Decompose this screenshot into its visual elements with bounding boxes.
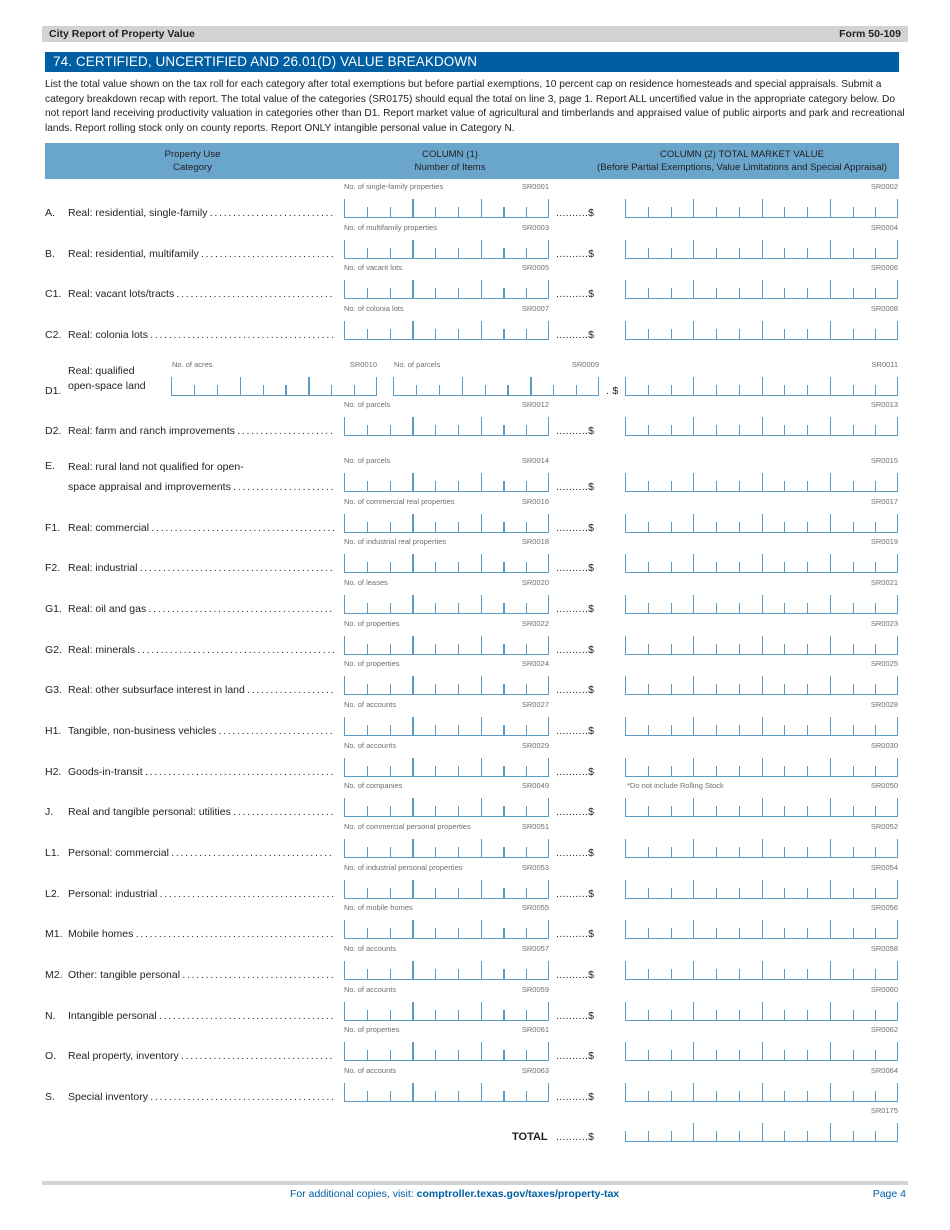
- count-label: No. of properties: [344, 659, 400, 668]
- column1-header-line2: Number of Items: [414, 162, 486, 173]
- category-row: [45, 658, 905, 699]
- category-label-text: Real property, inventory: [68, 1050, 179, 1062]
- dollar-leader: ..........$: [556, 481, 595, 493]
- dollar-leader: ..........$: [556, 888, 595, 900]
- count-input[interactable]: [344, 418, 549, 436]
- category-code: B.: [45, 248, 55, 260]
- category-code: H1.: [45, 725, 62, 737]
- category-header-line1: Property Use: [164, 149, 221, 160]
- value-code: SR0006: [870, 263, 898, 272]
- count-code: SR0049: [521, 781, 549, 790]
- footer-link[interactable]: comptroller.texas.gov/taxes/property-tax: [416, 1188, 620, 1200]
- count-code: SR0001: [521, 182, 549, 191]
- market-value-input[interactable]: [625, 759, 898, 777]
- category-label: [68, 562, 334, 574]
- category-code: S.: [45, 1091, 55, 1103]
- count-code: SR0055: [521, 903, 549, 912]
- value-code: SR0025: [870, 659, 898, 668]
- category-code: D2.: [45, 425, 62, 437]
- category-label-text: Personal: industrial: [68, 888, 158, 900]
- column-header-band: [45, 143, 899, 179]
- leader-dots: [231, 481, 334, 493]
- leader-dots: [207, 207, 334, 219]
- value-note: *Do not include Rolling Stock: [627, 781, 724, 790]
- category-code: G2.: [45, 644, 62, 656]
- dollar-leader: ..........$: [556, 329, 595, 341]
- count-label: No. of parcels: [394, 360, 441, 369]
- category-label-line2: space appraisal and improvements: [68, 481, 231, 493]
- page-number: Page 4: [872, 1188, 906, 1200]
- value-code: SR0015: [870, 456, 898, 465]
- market-value-input[interactable]: [625, 200, 898, 218]
- count-input[interactable]: [344, 881, 549, 899]
- category-row: [45, 1024, 905, 1065]
- market-value-input[interactable]: [625, 677, 898, 695]
- count-input[interactable]: [344, 799, 549, 817]
- category-row: [45, 496, 905, 537]
- category-label-text: Real and tangible personal: utilities: [68, 806, 231, 818]
- category-label: [68, 603, 334, 615]
- count-label: No. of accounts: [344, 1066, 397, 1075]
- total-value-input[interactable]: [625, 1124, 898, 1142]
- count-input[interactable]: [344, 1043, 549, 1061]
- count-input[interactable]: [344, 474, 549, 492]
- leader-dots: [216, 725, 334, 737]
- market-value-input[interactable]: [625, 474, 898, 492]
- dollar-leader: ..........$: [556, 562, 595, 574]
- count-code: SR0053: [521, 863, 549, 872]
- count-code: SR0016: [521, 497, 549, 506]
- category-label: [68, 329, 334, 341]
- category-row: [45, 222, 905, 263]
- count-input[interactable]: [344, 1084, 549, 1102]
- count-input[interactable]: [344, 921, 549, 939]
- leader-dots: [235, 425, 334, 437]
- market-value-input[interactable]: [625, 555, 898, 573]
- market-value-input[interactable]: [625, 1003, 898, 1021]
- value-code: SR0019: [870, 537, 898, 546]
- footer-prefix: For additional copies, visit:: [290, 1188, 417, 1200]
- value-code: SR0054: [870, 863, 898, 872]
- category-label: [68, 644, 334, 656]
- category-label: [68, 1010, 334, 1022]
- market-value-input[interactable]: [625, 515, 898, 533]
- count-code: SR0009: [571, 360, 599, 369]
- count-code: SR0027: [521, 700, 549, 709]
- dollar-leader: ..........$: [556, 766, 595, 778]
- category-row: [45, 618, 905, 659]
- value-code: SR0008: [870, 304, 898, 313]
- footer-divider: [42, 1181, 908, 1185]
- category-code: N.: [45, 1010, 56, 1022]
- dollar-leader: ..........$: [556, 1010, 595, 1022]
- dollar-leader: ..........$: [556, 1050, 595, 1062]
- count-label: No. of parcels: [344, 400, 391, 409]
- dollar-leader: ..........$: [556, 522, 595, 534]
- category-code: F1.: [45, 522, 61, 534]
- category-code: G3.: [45, 684, 62, 696]
- category-code: L2.: [45, 888, 60, 900]
- count-code: SR0012: [521, 400, 549, 409]
- leader-dots: [169, 847, 334, 859]
- leader-dots: [174, 288, 334, 300]
- count-label: No. of accounts: [344, 700, 397, 709]
- count-label: No. of properties: [344, 619, 400, 628]
- category-header-line2: Category: [173, 162, 212, 173]
- dollar-leader: ..........$: [556, 207, 595, 219]
- market-value-input[interactable]: [625, 921, 898, 939]
- count-input[interactable]: [393, 378, 599, 396]
- total-dollar-leader: ..........$: [556, 1131, 595, 1143]
- section-title: 74. CERTIFIED, UNCERTIFIED AND 26.01(D) VALUE BREAKDOWN: [45, 52, 899, 72]
- count-input[interactable]: [344, 637, 549, 655]
- count-code: SR0003: [521, 223, 549, 232]
- value-code: SR0050: [870, 781, 898, 790]
- market-value-input[interactable]: [625, 718, 898, 736]
- leader-dots: [146, 603, 334, 615]
- value-code: SR0023: [870, 619, 898, 628]
- count-label: No. of colonia lots: [344, 304, 404, 313]
- category-label-text: Real: minerals: [68, 644, 136, 656]
- category-label: [68, 288, 334, 300]
- count-input[interactable]: [344, 241, 549, 259]
- column2-header-line1: COLUMN (2) TOTAL MARKET VALUE: [659, 149, 824, 160]
- category-code: G1.: [45, 603, 62, 615]
- category-row: [45, 1065, 905, 1106]
- leader-dots: [148, 1091, 334, 1103]
- value-code: SR0064: [870, 1066, 898, 1075]
- dollar-leader: ..........$: [556, 806, 595, 818]
- category-row: [45, 902, 905, 943]
- leader-dots: [245, 684, 334, 696]
- dollar-leader: ..........$: [556, 928, 595, 940]
- category-label-text: Real: vacant lots/tracts: [68, 288, 175, 300]
- category-row: [45, 943, 905, 984]
- category-label: [68, 522, 334, 534]
- dollar-leader: . $: [606, 385, 619, 397]
- market-value-input[interactable]: [625, 281, 898, 299]
- category-label-text: Special inventory: [68, 1091, 148, 1103]
- category-code: F2.: [45, 562, 61, 574]
- leader-dots: [157, 1010, 334, 1022]
- market-value-input[interactable]: [625, 637, 898, 655]
- value-code: SR0052: [870, 822, 898, 831]
- market-value-input[interactable]: [625, 962, 898, 980]
- count-label: No. of multifamily properties: [344, 223, 437, 232]
- count-input[interactable]: [344, 962, 549, 980]
- category-row: [45, 303, 905, 344]
- category-code: L1.: [45, 847, 60, 859]
- category-label-text: Real: farm and ranch improvements: [68, 425, 235, 437]
- category-label-text: Real: colonia lots: [68, 329, 148, 341]
- category-row: [45, 577, 905, 618]
- category-row: [45, 181, 905, 222]
- category-label-text: Mobile homes: [68, 928, 134, 940]
- count-input[interactable]: [344, 281, 549, 299]
- value-code: SR0021: [870, 578, 898, 587]
- value-code: SR0013: [870, 400, 898, 409]
- total-row: [45, 1105, 905, 1146]
- count-code: SR0063: [521, 1066, 549, 1075]
- column2-header: [585, 148, 899, 174]
- category-row: [45, 780, 905, 821]
- category-row: [45, 821, 905, 862]
- category-label-text: Personal: commercial: [68, 847, 169, 859]
- category-label: [68, 1050, 334, 1062]
- count-label: No. of industrial personal properties: [344, 863, 463, 872]
- count-label: No. of accounts: [344, 741, 397, 750]
- value-code: SR0011: [871, 360, 898, 369]
- count-label: No. of commercial personal properties: [344, 822, 471, 831]
- leader-dots: [133, 928, 334, 940]
- market-value-input[interactable]: [625, 596, 898, 614]
- category-row: [45, 262, 905, 303]
- category-row: [45, 740, 905, 781]
- dollar-leader: ..........$: [556, 603, 595, 615]
- leader-dots: [199, 248, 334, 260]
- total-label: TOTAL: [512, 1131, 548, 1143]
- category-code: M2.: [45, 969, 63, 981]
- category-label-line1: Real: rural land not qualified for open-: [68, 461, 244, 473]
- category-label: [68, 888, 334, 900]
- value-code: SR0058: [870, 944, 898, 953]
- count-code: SR0051: [521, 822, 549, 831]
- count-label: No. of accounts: [344, 985, 397, 994]
- count-input[interactable]: [344, 718, 549, 736]
- category-label-text: Real: commercial: [68, 522, 150, 534]
- acres-code: SR0010: [349, 360, 377, 369]
- category-row: [45, 359, 905, 400]
- category-label-text: Real: industrial: [68, 562, 138, 574]
- count-code: SR0057: [521, 944, 549, 953]
- category-label-text: Intangible personal: [68, 1010, 157, 1022]
- category-label: [68, 1091, 334, 1103]
- category-code: A.: [45, 207, 55, 219]
- value-code: SR0004: [870, 223, 898, 232]
- value-code: SR0028: [870, 700, 898, 709]
- category-label-text: Real: residential, single-family: [68, 207, 208, 219]
- market-value-input[interactable]: [625, 881, 898, 899]
- category-label-line1: Real: qualified: [68, 365, 135, 377]
- footer-copies-note: [290, 1188, 619, 1200]
- value-code: SR0030: [870, 741, 898, 750]
- total-value-code: SR0175: [870, 1106, 898, 1115]
- category-row: [45, 455, 905, 496]
- category-code: O.: [45, 1050, 57, 1062]
- category-label: [68, 969, 334, 981]
- count-label: No. of accounts: [344, 944, 397, 953]
- form-title: City Report of Property Value: [49, 28, 195, 40]
- category-label: [68, 725, 334, 737]
- value-code: SR0060: [870, 985, 898, 994]
- dollar-leader: ..........$: [556, 969, 595, 981]
- count-input[interactable]: [344, 840, 549, 858]
- category-label: [68, 847, 334, 859]
- category-label: [68, 684, 334, 696]
- category-label-text: Goods-in-transit: [68, 766, 143, 778]
- count-input[interactable]: [344, 596, 549, 614]
- category-code: C1.: [45, 288, 62, 300]
- category-label-text: Real: oil and gas: [68, 603, 147, 615]
- category-label: [68, 248, 334, 260]
- market-value-input[interactable]: [625, 322, 898, 340]
- leader-dots: [149, 522, 334, 534]
- category-label: [68, 425, 334, 437]
- market-value-input[interactable]: [625, 241, 898, 259]
- category-code: E.: [45, 460, 55, 472]
- category-row: [45, 984, 905, 1025]
- category-code: M1.: [45, 928, 63, 940]
- acres-input[interactable]: [171, 378, 377, 396]
- leader-dots: [148, 329, 334, 341]
- column1-header: [365, 148, 535, 174]
- category-row: [45, 536, 905, 577]
- category-label: [68, 766, 334, 778]
- count-code: SR0007: [521, 304, 549, 313]
- count-input[interactable]: [344, 677, 549, 695]
- value-code: SR0002: [870, 182, 898, 191]
- value-code: SR0062: [870, 1025, 898, 1034]
- count-code: SR0059: [521, 985, 549, 994]
- dollar-leader: ..........$: [556, 725, 595, 737]
- section-instructions: List the total value shown on the tax roll for each category after total exemptions but before partial exemptions, 10 percent cap on residence homesteads and special appraisals. Submit a category breakdown recap with report. The total value of the categories (SR0175) should equal the total on line 3, page 1. Report ALL uncertified value in the appropriate category below. Do not report land receiving productivity valuation in categories other than D1. Report market value of agricultural and timberlands and appraised value of public airports and park and recreational lands. Report rolling stock only on county reports. Report ONLY intangible personal value in Category N.: [45, 79, 905, 134]
- category-label-text: Tangible, non-business vehicles: [68, 725, 217, 737]
- category-row: [45, 699, 905, 740]
- leader-dots: [143, 766, 334, 778]
- value-code: SR0017: [870, 497, 898, 506]
- count-code: SR0022: [521, 619, 549, 628]
- category-label-line2: open-space land: [68, 380, 146, 392]
- count-label: No. of properties: [344, 1025, 400, 1034]
- count-label: No. of leases: [344, 578, 388, 587]
- market-value-input[interactable]: [625, 1043, 898, 1061]
- market-value-input[interactable]: [625, 799, 898, 817]
- category-code: J.: [45, 806, 54, 818]
- category-code: C2.: [45, 329, 62, 341]
- category-code: H2.: [45, 766, 62, 778]
- count-code: SR0005: [521, 263, 549, 272]
- count-label: No. of vacant lots: [344, 263, 402, 272]
- dollar-leader: ..........$: [556, 684, 595, 696]
- count-label: No. of companies: [344, 781, 403, 790]
- dollar-leader: ..........$: [556, 644, 595, 656]
- count-label: No. of parcels: [344, 456, 391, 465]
- count-input[interactable]: [344, 200, 549, 218]
- market-value-input[interactable]: [625, 378, 898, 396]
- market-value-input[interactable]: [625, 840, 898, 858]
- leader-dots: [180, 969, 334, 981]
- category-label: [68, 806, 334, 818]
- count-input[interactable]: [344, 322, 549, 340]
- dollar-leader: ..........$: [556, 847, 595, 859]
- category-label: [68, 928, 334, 940]
- category-label: [68, 481, 334, 493]
- leader-dots: [135, 644, 334, 656]
- column2-header-line2: (Before Partial Exemptions, Value Limitations and Special Appraisal): [597, 162, 887, 173]
- category-row: [45, 862, 905, 903]
- category-label-text: Other: tangible personal: [68, 969, 181, 981]
- column1-header-line1: COLUMN (1): [422, 149, 478, 160]
- count-code: SR0061: [521, 1025, 549, 1034]
- count-code: SR0014: [521, 456, 549, 465]
- count-code: SR0029: [521, 741, 549, 750]
- category-label: [68, 207, 334, 219]
- count-label: No. of mobile homes: [344, 903, 413, 912]
- count-code: SR0020: [521, 578, 549, 587]
- dollar-leader: ..........$: [556, 248, 595, 260]
- category-row: [45, 399, 905, 440]
- leader-dots: [157, 888, 334, 900]
- dollar-leader: ..........$: [556, 425, 595, 437]
- category-code: D1.: [45, 385, 62, 397]
- count-input[interactable]: [344, 515, 549, 533]
- leader-dots: [137, 562, 334, 574]
- count-code: SR0018: [521, 537, 549, 546]
- category-label-text: Real: other subsurface interest in land: [68, 684, 245, 696]
- count-label: No. of commercial real properties: [344, 497, 455, 506]
- dollar-leader: ..........$: [556, 288, 595, 300]
- market-value-input[interactable]: [625, 418, 898, 436]
- leader-dots: [179, 1050, 334, 1062]
- acres-label: No. of acres: [172, 360, 213, 369]
- dollar-leader: ..........$: [556, 1091, 595, 1103]
- count-input[interactable]: [344, 1003, 549, 1021]
- category-column-header: [130, 148, 255, 174]
- category-label-text: Real: residential, multifamily: [68, 248, 199, 260]
- count-input[interactable]: [344, 759, 549, 777]
- count-label: No. of single-family properties: [344, 182, 444, 191]
- value-code: SR0056: [870, 903, 898, 912]
- form-number: Form 50-109: [839, 28, 901, 40]
- form-header-bar: [42, 26, 908, 42]
- count-input[interactable]: [344, 555, 549, 573]
- market-value-input[interactable]: [625, 1084, 898, 1102]
- leader-dots: [231, 806, 334, 818]
- count-label: No. of industrial real properties: [344, 537, 447, 546]
- count-code: SR0024: [521, 659, 549, 668]
